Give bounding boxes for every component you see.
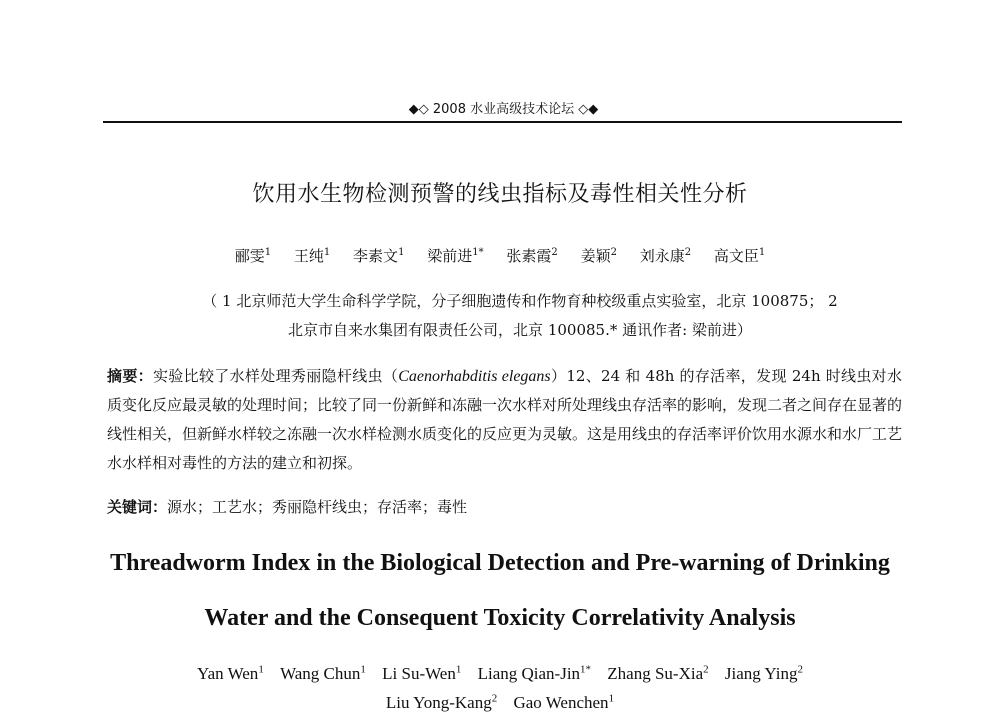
chinese-authors <box>0 245 1000 266</box>
author-en: Zhang Su-Xia$^2$ <box>607 663 709 683</box>
author-en: Gao Wenchen$^1$ <box>513 692 615 712</box>
author-cn: 李素文$^1$ <box>353 247 405 265</box>
affiliation-line-1: （ 1 北京师范大学生命科学学院，分子细胞遗传和作物育种校级重点实验室，北京 100875； 2 <box>202 292 838 310</box>
author-en: Wang Chun$^1$ <box>280 663 366 683</box>
chinese-title: 饮用水生物检测预警的线虫指标及毒性相关性分析 <box>252 182 748 207</box>
species-name: Caenorhabditis elegans <box>398 368 551 385</box>
english-authors-row-1 <box>0 664 1000 684</box>
author-en: Liang Qian-Jin$^{1*}$ <box>477 663 592 683</box>
author-en: Yan Wen$^1$ <box>197 663 264 683</box>
affiliation <box>140 287 900 345</box>
author-en: Li Su-Wen$^1$ <box>382 663 462 683</box>
author-cn: 姜颖$^2$ <box>580 247 617 265</box>
running-header: ◆◇ 2008 水业高级技术论坛 ◇◆ <box>408 102 599 117</box>
abstract-text-before: 实验比较了水样处理秀丽隐杆线虫（ <box>152 367 399 385</box>
keywords-text: 源水；工艺水；秀丽隐杆线虫；存活率；毒性 <box>167 498 468 516</box>
header-rule <box>103 121 902 123</box>
author-en: Jiang Ying$^2$ <box>724 663 803 683</box>
affiliation-line-2: 北京市自来水集团有限责任公司，北京 100085.* 通讯作者: 梁前进） <box>288 321 752 339</box>
author-cn: 高文臣$^1$ <box>713 247 766 265</box>
author-cn: 刘永康$^2$ <box>639 247 692 265</box>
author-cn: 张素霞$^2$ <box>506 247 558 265</box>
english-title-line-2: Water and the Consequent Toxicity Correlativity Analysis <box>204 605 796 631</box>
author-cn: 王纯$^1$ <box>293 247 331 265</box>
author-cn: 郦雯$^1$ <box>234 247 272 265</box>
abstract <box>107 362 902 478</box>
keywords <box>107 496 902 517</box>
abstract-label: 摘要： <box>107 367 153 385</box>
author-cn: 梁前进$^{1*}$ <box>427 247 484 265</box>
abstract-text-after: ）12、24 和 48h 的存活率，发现 24h 时线虫对水质变化反应最灵敏的处理时间；比较了同一份新鲜和冻融一次水样对所处理线虫存活率的影响，发现二者之间存在显著的线性相关，但新鲜水样较之冻融一次水样检测水质变化的反应更为灵敏。这是用线虫的存活率评价饮用水源水和水厂工艺水水样相对毒性的方法的建立和初探。 <box>107 367 903 472</box>
author-en: Liu Yong-Kang$^2$ <box>385 692 498 712</box>
english-title-line-1: Threadworm Index in the Biological Detection and Pre-warning of Drinking <box>110 550 890 576</box>
keywords-label: 关键词： <box>107 498 168 516</box>
english-authors-row-2 <box>0 693 1000 713</box>
